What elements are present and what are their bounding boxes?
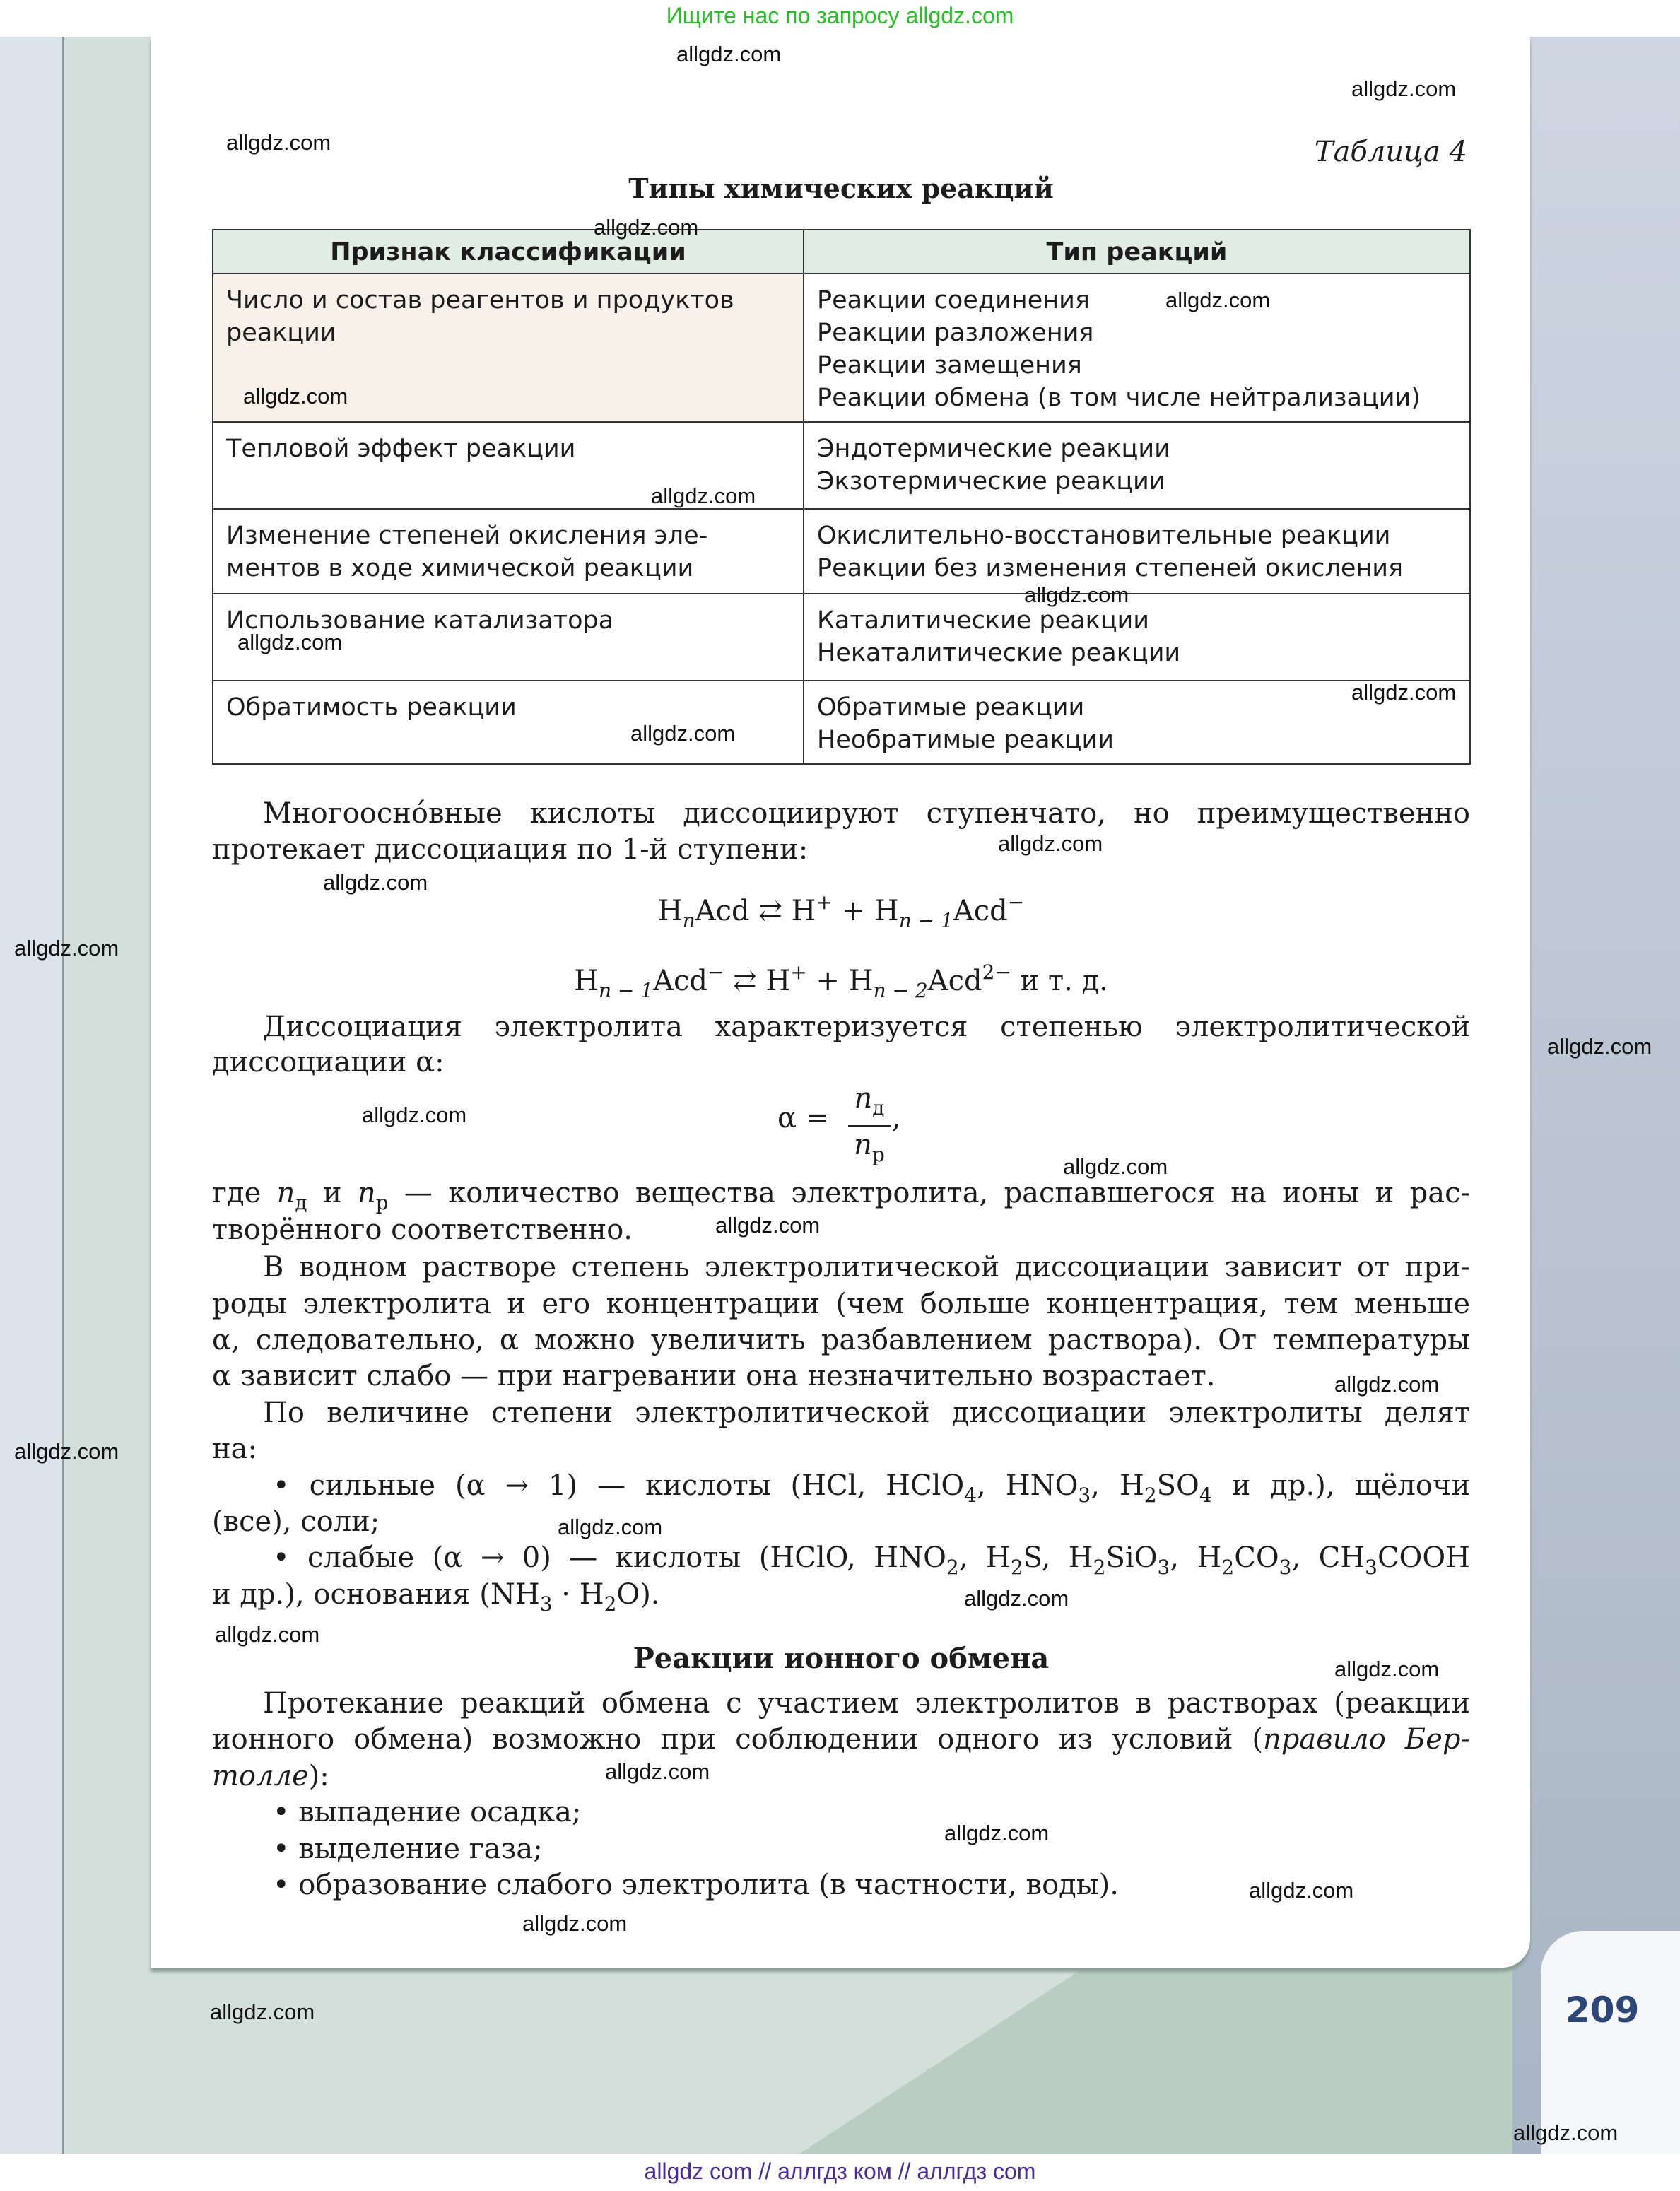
watermark-text: allgdz.com xyxy=(210,1999,315,2024)
text-segment: По величине степени электролитической диссоциации электролиты делят xyxy=(263,1397,1470,1429)
text-segment: • выделение газа; xyxy=(273,1833,543,1865)
text-segment: 2 xyxy=(1144,1484,1157,1507)
cell-line: Эндотермические реакции xyxy=(817,435,1170,463)
text-line xyxy=(212,1758,1470,1794)
text-segment: • сильные (α → 1) — кислоты (HCl, HClO xyxy=(273,1469,965,1502)
table-row xyxy=(213,509,1470,594)
cell-line: Использование катализатора xyxy=(226,606,614,635)
text-segment: 2 xyxy=(1010,1556,1023,1579)
alpha-lhs: α = xyxy=(777,1102,830,1134)
cell-line: реакции xyxy=(226,319,336,347)
cell-line: Обратимые реакции xyxy=(817,693,1085,722)
text-line xyxy=(212,1685,1470,1722)
text-segment: 3 xyxy=(539,1592,553,1616)
text-segment: 3 xyxy=(1078,1484,1091,1507)
table-header-row xyxy=(213,230,1470,274)
text-segment: 2 xyxy=(1221,1556,1235,1579)
text-line xyxy=(212,1322,1470,1358)
text-segment: правило Бер- xyxy=(1263,1723,1470,1756)
text-segment: · H xyxy=(552,1578,604,1611)
cell-line: Тепловой эффект реакции xyxy=(226,435,576,463)
table-row xyxy=(213,274,1470,422)
text-line xyxy=(212,1249,1470,1286)
text-segment: толле xyxy=(212,1760,309,1792)
text-segment: O). xyxy=(616,1578,660,1611)
text-line xyxy=(212,1044,1470,1081)
watermark-text: allgdz.com xyxy=(558,1515,663,1539)
table-caption: Таблица 4 xyxy=(1314,136,1467,168)
reaction-types-table xyxy=(212,229,1471,765)
text-segment: — количество вещества электролита, распавшегося на ионы и рас- xyxy=(388,1177,1471,1209)
text-segment: творённого соответственно. xyxy=(212,1214,633,1246)
text-segment: где xyxy=(212,1177,277,1209)
list-item xyxy=(212,1794,1470,1831)
text-segment: и др.), щёлочи xyxy=(1211,1469,1471,1502)
text-segment: n xyxy=(854,1129,872,1161)
watermark-text: allgdz.com xyxy=(1351,76,1457,101)
text-segment: , H xyxy=(1170,1541,1222,1574)
cell-line: Экзотермические реакции xyxy=(817,467,1165,495)
text-segment: Acd xyxy=(653,965,707,997)
cell-line: Каталитические реакции xyxy=(817,606,1150,635)
text-segment: CO xyxy=(1234,1541,1279,1574)
text-segment: • слабые (α → 0) — кислоты (HClO, HNO xyxy=(273,1541,946,1574)
watermark-text: allgdz.com xyxy=(630,721,736,746)
text-line xyxy=(212,831,1470,868)
cell-line: Обратимость реакции xyxy=(226,693,517,722)
types-cell xyxy=(804,274,1470,422)
watermark-text: allgdz.com xyxy=(605,1759,710,1784)
cell-line: Реакции без изменения степеней окисления xyxy=(817,554,1404,582)
cell-line: Окислительно-восстановительные реакции xyxy=(817,522,1391,550)
table-row xyxy=(213,594,1470,681)
text-segment: , HNO xyxy=(977,1469,1079,1502)
cell-line: Необратимые реакции xyxy=(817,726,1114,754)
text-segment: (все), соли; xyxy=(212,1505,380,1538)
left-page-edge xyxy=(0,37,64,2154)
table-row xyxy=(213,422,1470,509)
text-segment: • образование слабого электролита (в частности, воды). xyxy=(273,1869,1119,1901)
text-segment: ионного обмена) возможно при соблюдении одного из условий ( xyxy=(212,1723,1264,1756)
text-segment: n − 1 xyxy=(598,979,654,1002)
text-segment: и т. д. xyxy=(1011,965,1108,997)
text-segment: + H xyxy=(832,895,899,927)
cell-line: ментов в ходе химической реакции xyxy=(226,554,694,582)
text-segment: роды электролита и его концентрации (чем больше концентрация, тем меньше xyxy=(212,1288,1470,1320)
table-title: Типы химических реакций xyxy=(628,172,1054,204)
text-segment: n xyxy=(357,1177,376,1209)
text-segment: n − 1 xyxy=(898,909,953,932)
text-segment: Многоосно́вные кислоты диссоциируют ступенчато, но преимущественно xyxy=(263,797,1470,830)
text-segment: − xyxy=(1007,891,1025,914)
text-line xyxy=(212,1394,1470,1431)
text-segment: на: xyxy=(212,1433,257,1465)
text-segment: Протекание реакций обмена с участием электролитов в растворах (реакции xyxy=(263,1687,1470,1720)
text-segment: α, следовательно, α можно увеличить разбавлением раствора). От температуры xyxy=(212,1324,1470,1356)
text-line xyxy=(212,1009,1470,1045)
alpha-fraction xyxy=(848,1081,891,1173)
text-segment: Acd xyxy=(927,965,982,997)
watermark-text: allgdz.com xyxy=(594,215,699,240)
text-segment: 2 xyxy=(604,1592,617,1616)
watermark-text: allgdz.com xyxy=(1547,1034,1652,1059)
text-segment: 3 xyxy=(1365,1556,1378,1579)
text-segment: , H xyxy=(958,1541,1011,1574)
text-segment: Диссоциация электролита характеризуется степенью электролитической xyxy=(263,1011,1470,1043)
text-segment: H xyxy=(574,965,599,997)
text-segment: COOH xyxy=(1377,1541,1471,1574)
text-segment: ⇄ H xyxy=(724,965,791,997)
text-segment: р xyxy=(871,1143,885,1166)
text-segment: Acd ⇄ H xyxy=(695,895,816,927)
fraction-denominator xyxy=(848,1127,891,1173)
cell-line: Некаталитические реакции xyxy=(817,639,1181,667)
section-heading: Реакции ионного обмена xyxy=(633,1642,1050,1675)
watermark-text: allgdz.com xyxy=(226,130,331,155)
watermark-text: allgdz.com xyxy=(944,1821,1050,1845)
text-segment: − xyxy=(707,961,724,984)
text-line xyxy=(212,795,1470,832)
text-segment: 3 xyxy=(1157,1556,1170,1579)
text-segment: 2 xyxy=(1093,1556,1106,1579)
criterion-cell xyxy=(213,509,804,594)
text-segment: диссоциации α: xyxy=(212,1046,445,1079)
text-segment: , H xyxy=(1091,1469,1144,1502)
text-segment: n xyxy=(682,909,695,932)
watermark-text: allgdz.com xyxy=(14,1439,119,1464)
text-segment: 2− xyxy=(982,961,1011,984)
text-segment: S, H xyxy=(1023,1541,1093,1574)
watermark-text: allgdz.com xyxy=(1334,1657,1440,1681)
text-segment: SiO xyxy=(1105,1541,1158,1574)
text-segment: n xyxy=(854,1082,873,1115)
list-item xyxy=(212,1831,1470,1867)
text-segment: 2 xyxy=(946,1556,959,1579)
text-segment: • выпадение осадка; xyxy=(273,1796,582,1828)
watermark-text: allgdz.com xyxy=(323,870,428,895)
cell-line: Реакции замещения xyxy=(817,351,1082,380)
text-line xyxy=(212,1503,1470,1540)
text-line xyxy=(212,1576,1470,1623)
background-wedge xyxy=(799,1968,1512,2154)
types-cell xyxy=(804,594,1470,681)
text-line xyxy=(212,1211,1470,1248)
text-segment: протекает диссоциация по 1-й ступени: xyxy=(212,833,809,866)
text-segment: р xyxy=(375,1191,389,1214)
text-segment: д xyxy=(295,1191,307,1214)
bottom-banner xyxy=(0,2154,1680,2191)
top-banner xyxy=(0,0,1680,37)
text-segment: , CH xyxy=(1291,1541,1365,1574)
watermark-text: allgdz.com xyxy=(998,831,1103,856)
bottom-banner-text: allgdz com // аллгдз ком // аллгдз com xyxy=(644,2158,1036,2184)
text-segment: + H xyxy=(806,965,874,997)
watermark-text: allgdz.com xyxy=(1334,1372,1440,1397)
text-segment: В водном растворе степень электролитической диссоциации зависит от при- xyxy=(263,1251,1470,1284)
watermark-text: allgdz.com xyxy=(676,42,782,66)
text-line xyxy=(212,1721,1470,1758)
text-segment: и др.), основания (NH xyxy=(212,1578,540,1611)
text-segment: Acd xyxy=(953,895,1008,927)
types-cell xyxy=(804,422,1470,509)
text-segment: SO xyxy=(1156,1469,1199,1502)
right-background xyxy=(1512,37,1680,2154)
text-segment: 3 xyxy=(1279,1556,1292,1579)
text-line xyxy=(212,1286,1470,1322)
text-segment: H xyxy=(657,895,683,927)
watermark-text: allgdz.com xyxy=(1024,582,1129,607)
watermark-text: allgdz.com xyxy=(1513,2120,1619,2145)
text-line xyxy=(212,1431,1470,1467)
header-criterion: Признак классификации xyxy=(213,230,804,274)
types-cell xyxy=(804,509,1470,594)
table-row xyxy=(213,681,1470,764)
fraction-numerator xyxy=(848,1081,891,1125)
watermark-text: allgdz.com xyxy=(243,384,348,409)
text-segment: n xyxy=(276,1177,295,1209)
watermark-text: allgdz.com xyxy=(362,1103,467,1127)
cell-line: Число и состав реагентов и продуктов xyxy=(226,286,734,315)
watermark-text: allgdz.com xyxy=(715,1213,821,1238)
alpha-comma: , xyxy=(892,1102,901,1134)
watermark-text: allgdz.com xyxy=(651,483,756,508)
text-segment: и xyxy=(307,1177,358,1209)
cell-line: Реакции разложения xyxy=(817,319,1094,347)
cell-line: Изменение степеней окисления эле- xyxy=(226,522,708,550)
text-segment: 4 xyxy=(1199,1484,1212,1507)
text-line xyxy=(212,1358,1470,1394)
page-number: 209 xyxy=(1566,1990,1640,2031)
cell-line: Реакции соединения xyxy=(817,286,1090,315)
header-type: Тип реакций xyxy=(804,230,1470,274)
watermark-text: allgdz.com xyxy=(1351,680,1457,705)
watermark-text: allgdz.com xyxy=(522,1911,628,1936)
text-segment: + xyxy=(816,891,833,914)
cell-line: Реакции обмена (в том числе нейтрализации) xyxy=(817,384,1421,412)
equation-2 xyxy=(212,954,1470,1009)
text-segment: д xyxy=(872,1096,885,1120)
top-banner-text: Ищите нас по запросу allgdz.com xyxy=(666,3,1014,28)
text-segment: α зависит слабо — при нагревании она незначительно возрастает. xyxy=(212,1360,1216,1392)
watermark-text: allgdz.com xyxy=(14,936,119,961)
text-segment: 4 xyxy=(964,1484,977,1507)
watermark-text: allgdz.com xyxy=(237,630,343,654)
text-segment: ): xyxy=(308,1760,329,1792)
watermark-text: allgdz.com xyxy=(1063,1154,1168,1179)
watermark-text: allgdz.com xyxy=(1249,1878,1354,1903)
text-segment: + xyxy=(790,961,807,984)
watermark-text: allgdz.com xyxy=(1165,288,1271,312)
watermark-text: allgdz.com xyxy=(964,1586,1069,1611)
watermark-text: allgdz.com xyxy=(215,1622,320,1647)
text-segment: n − 2 xyxy=(873,979,928,1002)
